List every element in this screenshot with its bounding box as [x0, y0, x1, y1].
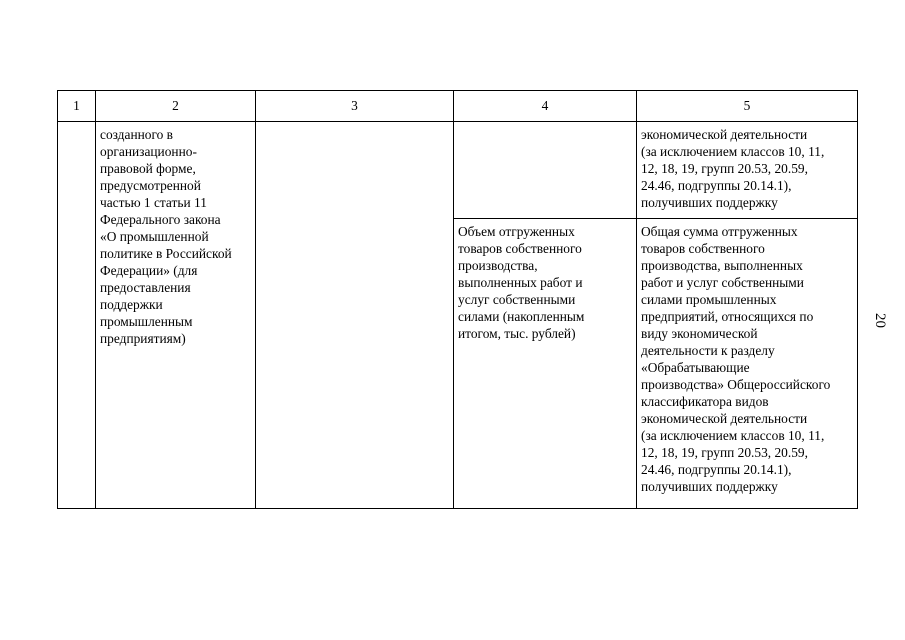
cell-text-line: получивших поддержку: [641, 479, 778, 494]
cell-text-line: товаров собственного: [641, 241, 765, 256]
cell-text-line: поддержки: [100, 297, 163, 312]
row-col1-cell: [58, 122, 96, 509]
cell-text-line: получивших поддержку: [641, 195, 778, 210]
cell-text-line: частью 1 статьи 11: [100, 195, 207, 210]
header-col-1: 1: [58, 91, 96, 122]
cell-text-line: правовой форме,: [100, 161, 196, 176]
header-row: [58, 91, 858, 122]
cell-text-line: экономической деятельности: [641, 127, 808, 142]
header-col-5: 5: [637, 91, 858, 122]
cell-text-line: предприятий, относящихся по: [641, 309, 814, 324]
page-number: 20: [872, 313, 888, 328]
cell-text-line: итогом, тыс. рублей): [458, 326, 576, 341]
cell-text-line: 24.46, подгруппы 20.14.1),: [641, 462, 792, 477]
row2-col5-cell: [637, 219, 858, 509]
cell-text-line: выполненных работ и: [458, 275, 583, 290]
cell-text-line: производства» Общероссийского: [641, 377, 831, 392]
cell-text-line: предоставления: [100, 280, 191, 295]
cell-text-line: 12, 18, 19, групп 20.53, 20.59,: [641, 161, 808, 176]
row1-col4-cell: [454, 122, 637, 219]
row-col3-cell: [256, 122, 454, 509]
cell-text-line: (за исключением классов 10, 11,: [641, 144, 825, 159]
table-row: [58, 122, 858, 219]
row2-col4-cell: [454, 219, 637, 509]
cell-text-line: созданного в: [100, 127, 173, 142]
cell-text-line: (за исключением классов 10, 11,: [641, 428, 825, 443]
cell-text-line: работ и услуг собственными: [641, 275, 804, 290]
document-table: [57, 90, 858, 509]
cell-text-line: «О промышленной: [100, 229, 209, 244]
cell-text-line: политике в Российской: [100, 246, 232, 261]
header-col-3: 3: [256, 91, 454, 122]
cell-text-line: Объем отгруженных: [458, 224, 575, 239]
cell-text-line: производства, выполненных: [641, 258, 803, 273]
cell-text-line: производства,: [458, 258, 538, 273]
cell-text-line: «Обрабатывающие: [641, 360, 750, 375]
cell-text-line: Федерального закона: [100, 212, 221, 227]
cell-text-line: классификатора видов: [641, 394, 769, 409]
cell-text-line: Федерации» (для: [100, 263, 198, 278]
cell-text-line: предусмотренной: [100, 178, 201, 193]
cell-text-line: силами промышленных: [641, 292, 777, 307]
cell-text-line: силами (накопленным: [458, 309, 585, 324]
header-col-4: 4: [454, 91, 637, 122]
cell-text-line: предприятиям): [100, 331, 186, 346]
header-col-2: 2: [96, 91, 256, 122]
cell-text-line: Общая сумма отгруженных: [641, 224, 798, 239]
cell-text-line: товаров собственного: [458, 241, 582, 256]
cell-text-line: услуг собственными: [458, 292, 576, 307]
row-col2-cell: [96, 122, 256, 509]
row1-col5-cell: [637, 122, 858, 219]
cell-text-line: 12, 18, 19, групп 20.53, 20.59,: [641, 445, 808, 460]
cell-text-line: промышленным: [100, 314, 193, 329]
cell-text-line: виду экономической: [641, 326, 758, 341]
cell-text-line: деятельности к разделу: [641, 343, 775, 358]
cell-text-line: организационно-: [100, 144, 197, 159]
cell-text-line: экономической деятельности: [641, 411, 808, 426]
cell-text-line: 24.46, подгруппы 20.14.1),: [641, 178, 792, 193]
